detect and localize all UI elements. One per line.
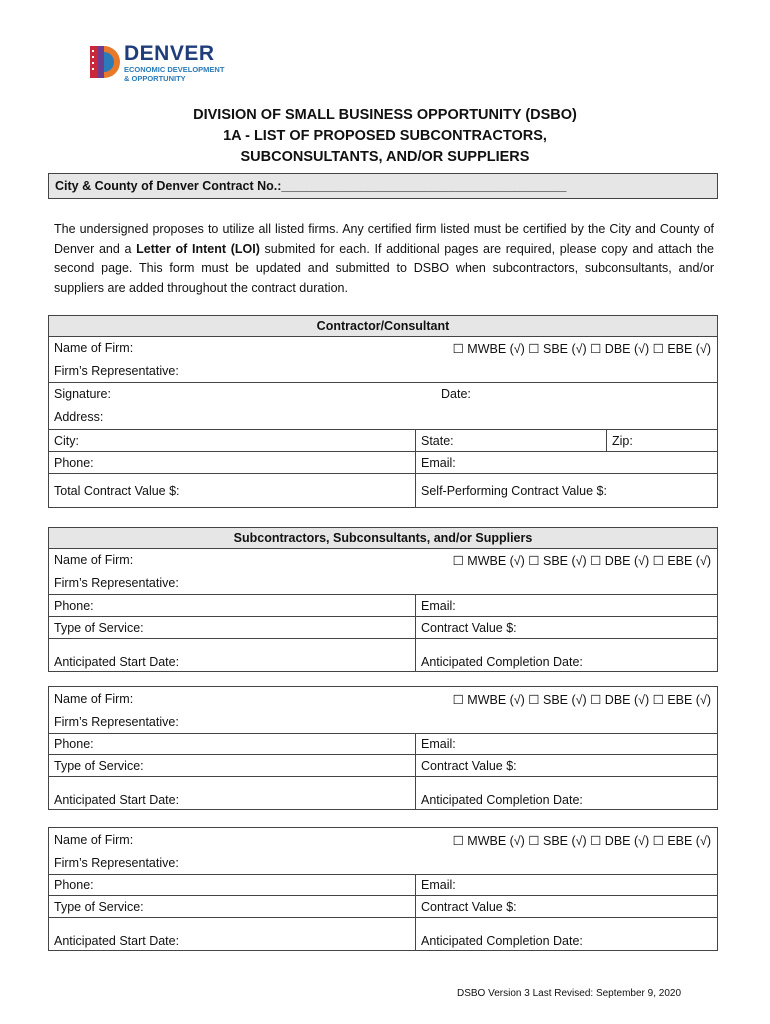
contractor-city-label: City: bbox=[54, 433, 79, 448]
intro-text-1: The undersigned proposes to utilize all listed firms. Any certified firm listed must be certified by the City and County of Denver and a bbox=[54, 222, 714, 256]
sub3-phone-row[interactable] bbox=[49, 875, 717, 895]
sub1-firm-label: Name of Firm: bbox=[54, 553, 134, 567]
contractor-signature-label: Signature: bbox=[54, 387, 111, 401]
contractor-rep-row[interactable] bbox=[49, 359, 717, 383]
sub2-rep-label: Firm’s Representative: bbox=[54, 715, 179, 729]
sub1-contract-value-label: Contract Value $: bbox=[415, 617, 517, 638]
sub2-start-label: Anticipated Start Date: bbox=[54, 793, 180, 807]
intro-loi: Letter of Intent (LOI) bbox=[136, 241, 260, 256]
sub3-cert-options[interactable]: ☐ MWBE (√) ☐ SBE (√) ☐ DBE (√) ☐ EBE (√) bbox=[452, 833, 711, 848]
sub2-contract-value-label: Contract Value $: bbox=[415, 755, 517, 776]
logo-name: DENVER bbox=[124, 42, 215, 65]
sub3-firm-label: Name of Firm: bbox=[54, 833, 134, 847]
sub3-rep-row[interactable] bbox=[49, 852, 717, 875]
sub2-email-label: Email: bbox=[415, 734, 456, 754]
sub3-dates-row[interactable] bbox=[49, 918, 717, 950]
sub1-service-row[interactable] bbox=[49, 616, 717, 639]
sub2-cert-options[interactable]: ☐ MWBE (√) ☐ SBE (√) ☐ DBE (√) ☐ EBE (√) bbox=[452, 692, 711, 707]
sub-section-3 bbox=[48, 827, 718, 951]
contractor-firm-label: Name of Firm: bbox=[54, 341, 134, 355]
sub-section-1 bbox=[48, 527, 718, 672]
contractor-date-label: Date: bbox=[441, 387, 471, 401]
contractor-signature-row[interactable] bbox=[49, 383, 717, 405]
contractor-zip-label: Zip: bbox=[606, 430, 633, 451]
sub2-firm-label: Name of Firm: bbox=[54, 692, 134, 706]
contractor-phone-row[interactable] bbox=[49, 451, 717, 474]
sub2-firm-row[interactable] bbox=[49, 687, 717, 711]
sub2-rep-row[interactable] bbox=[49, 711, 717, 734]
denver-logo-mark-icon bbox=[88, 42, 122, 82]
sub2-service-row[interactable] bbox=[49, 754, 717, 777]
contractor-total-value-label: Total Contract Value $: bbox=[54, 483, 180, 498]
title-line2: 1A - LIST OF PROPOSED SUBCONTRACTORS, bbox=[223, 128, 547, 144]
contractor-city-row[interactable] bbox=[49, 430, 717, 451]
contractor-email-label: Email: bbox=[415, 452, 456, 473]
contractor-value-row[interactable] bbox=[49, 474, 717, 507]
sub-section-2 bbox=[48, 686, 718, 810]
contractor-address-label: Address: bbox=[54, 410, 104, 424]
logo-subtitle bbox=[124, 65, 224, 83]
subs-header: Subcontractors, Subconsultants, and/or Suppliers bbox=[49, 528, 717, 549]
contractor-address-row[interactable] bbox=[49, 405, 717, 430]
sub2-phone-label: Phone: bbox=[54, 737, 94, 751]
sub3-email-label: Email: bbox=[415, 875, 456, 895]
contractor-self-value-label: Self-Performing Contract Value $: bbox=[415, 474, 607, 507]
sub3-firm-row[interactable] bbox=[49, 828, 717, 852]
sub3-rep-label: Firm’s Representative: bbox=[54, 856, 179, 870]
logo-subtitle-line2: & OPPORTUNITY bbox=[124, 74, 186, 83]
sub1-cert-options[interactable]: ☐ MWBE (√) ☐ SBE (√) ☐ DBE (√) ☐ EBE (√) bbox=[452, 553, 711, 568]
sub2-service-label: Type of Service: bbox=[54, 758, 144, 773]
contractor-phone-label: Phone: bbox=[54, 455, 94, 470]
sub3-contract-value-label: Contract Value $: bbox=[415, 896, 517, 917]
sub1-firm-row[interactable] bbox=[49, 549, 717, 571]
sub1-rep-row[interactable] bbox=[49, 571, 717, 595]
contract-number-label: City & County of Denver Contract No.:_________________________________________ bbox=[55, 179, 567, 193]
contractor-rep-label: Firm’s Representative: bbox=[54, 363, 179, 378]
sub1-phone-row[interactable] bbox=[49, 595, 717, 616]
sub1-phone-label: Phone: bbox=[54, 598, 94, 613]
contractor-firm-row[interactable] bbox=[49, 337, 717, 359]
denver-logo bbox=[88, 42, 258, 90]
sub1-service-label: Type of Service: bbox=[54, 620, 144, 635]
sub1-email-label: Email: bbox=[415, 595, 456, 616]
sub2-dates-row[interactable] bbox=[49, 777, 717, 809]
logo-subtitle-line1: ECONOMIC DEVELOPMENT bbox=[124, 65, 225, 74]
sub1-dates-row[interactable] bbox=[49, 639, 717, 671]
sub3-service-row[interactable] bbox=[49, 895, 717, 918]
contractor-cert-options[interactable]: ☐ MWBE (√) ☐ SBE (√) ☐ DBE (√) ☐ EBE (√) bbox=[452, 341, 711, 356]
title-line1: DIVISION OF SMALL BUSINESS OPPORTUNITY (DSBO) bbox=[193, 107, 577, 123]
sub2-phone-row[interactable] bbox=[49, 734, 717, 754]
contractor-section bbox=[48, 315, 718, 508]
sub3-service-label: Type of Service: bbox=[54, 899, 144, 914]
contract-number-field[interactable] bbox=[48, 173, 718, 199]
sub1-rep-label: Firm’s Representative: bbox=[54, 575, 179, 590]
intro-paragraph bbox=[54, 220, 714, 298]
contractor-header: Contractor/Consultant bbox=[49, 316, 717, 337]
sub2-completion-label: Anticipated Completion Date: bbox=[415, 777, 583, 809]
contractor-state-label: State: bbox=[415, 430, 454, 451]
sub1-start-label: Anticipated Start Date: bbox=[54, 655, 180, 669]
sub3-start-label: Anticipated Start Date: bbox=[54, 934, 180, 948]
footer-version: DSBO Version 3 Last Revised: September 9, 2020 bbox=[457, 988, 682, 999]
title-line3: SUBCONSULTANTS, AND/OR SUPPLIERS bbox=[240, 149, 530, 165]
sub1-completion-label: Anticipated Completion Date: bbox=[415, 639, 583, 671]
sub3-completion-label: Anticipated Completion Date: bbox=[415, 918, 583, 950]
sub3-phone-label: Phone: bbox=[54, 878, 94, 892]
intro-text-2: submited for each. If additional pages are required, please copy and attach the second page. This form must be updated and submitted to DSBO when subcontractors, subconsultants, and/or suppliers are added throughout the contract duration. bbox=[54, 241, 714, 295]
